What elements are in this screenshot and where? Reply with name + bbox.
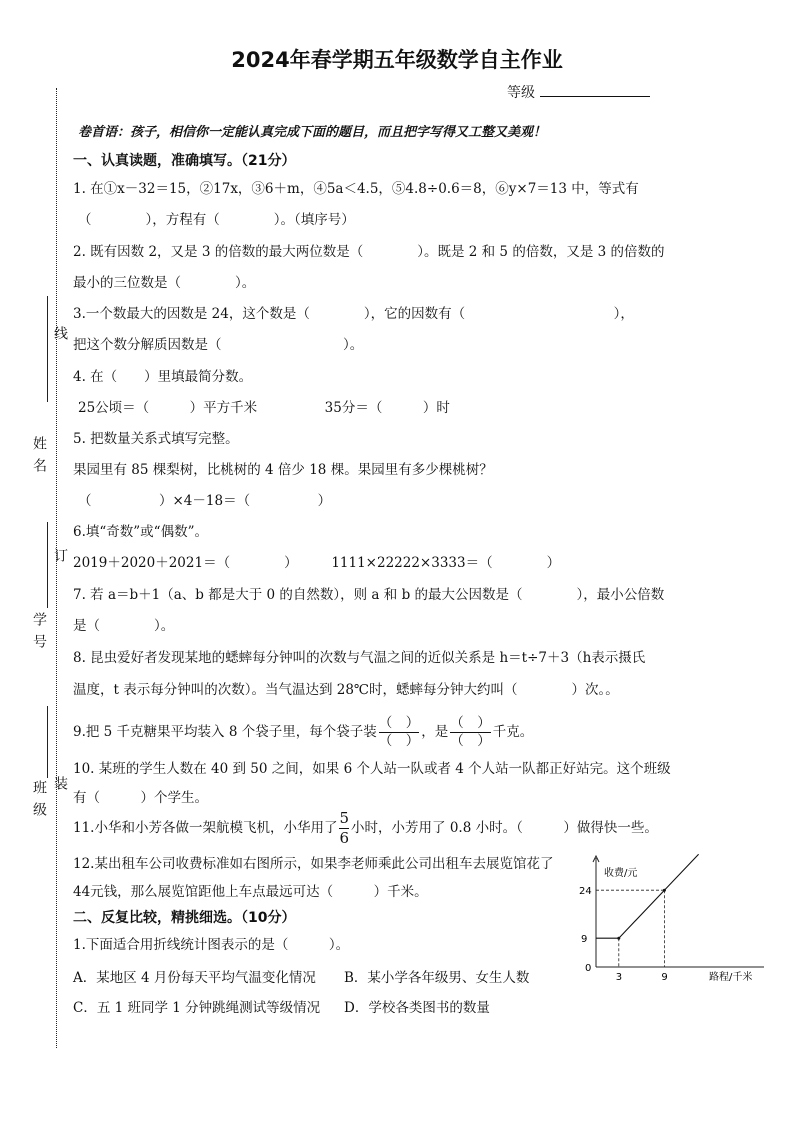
- q10-line-1: 10. 某班的学生人数在 40 到 50 之间，如果 6 个人站一队或者 4 个人站一队都正好站完。这个班级: [73, 761, 671, 777]
- q3-line-2: 把这个数分解质因数是（ ）。: [73, 337, 364, 353]
- side-label-zhuang: 装: [52, 776, 68, 790]
- class-blank-line[interactable]: [47, 706, 48, 778]
- q7-line-2: 是（ ）。: [73, 618, 175, 634]
- q12-line-2: 44元钱，那么展览馆距他上车点最远可达（ ）千米。: [73, 884, 428, 900]
- q9-text-pre: 9.把 5 千克糖果平均装入 8 个袋子里，每个袋子装: [73, 724, 377, 740]
- q8-line-2: 温度，t 表示每分钟叫的次数）。当气温达到 28℃时，蟋蟀每分钟大约叫（ ）次。。: [73, 682, 619, 698]
- q11-fraction: [339, 810, 349, 847]
- q1-line-1: 1. 在①x－32＝15，②17x，③6＋m，④5a＜4.5，⑤4.8÷0.6＝8，⑥y×7＝13 中，等式有: [73, 181, 639, 197]
- q9-fraction-blank-2[interactable]: [450, 716, 491, 749]
- q11-text-pre: 11.小华和小芳各做一架航模飞机，小华用了: [73, 820, 338, 836]
- q2-line-1: 2. 既有因数 2，又是 3 的倍数的最大两位数是（ ）。既是 2 和 5 的倍数，又是 3 的倍数的: [73, 244, 665, 260]
- q11-line: [73, 810, 658, 847]
- p1-question: 1.下面适合用折线统计图表示的是（ ）。: [73, 937, 350, 953]
- student-id-blank-line[interactable]: [47, 522, 48, 608]
- side-label-xian: 线: [52, 326, 68, 340]
- grade-label: 等级: [507, 85, 535, 101]
- side-label-ding: 订: [52, 548, 68, 562]
- y-tick-label: 24: [579, 886, 592, 898]
- grade-blank[interactable]: [540, 96, 650, 97]
- fare-line: [596, 854, 699, 938]
- x-tick-label: 9: [661, 972, 668, 983]
- data-point: [617, 937, 620, 940]
- section-2-heading: 二、反复比较，精挑细选。（10分）: [73, 910, 296, 926]
- q5-line-3: （ ）×4－18＝（ ）: [78, 493, 332, 509]
- q9-text-post: 千克。: [492, 724, 534, 740]
- q9-frac2-den: （ ）: [450, 733, 491, 749]
- x-axis-label: 路程/千米: [709, 972, 753, 983]
- taxi-fare-chart: [574, 850, 770, 985]
- binding-line: [56, 88, 57, 1048]
- p1-option-a: A．某地区 4 月份每天平均气温变化情况: [73, 970, 316, 986]
- q8-line-1: 8. 昆虫爱好者发现某地的蟋蟀每分钟叫的次数与气温之间的近似关系是 h＝t÷7＋3（h表示摄氏: [73, 650, 646, 666]
- side-label-student-id: 学号: [31, 612, 47, 656]
- x-tick-label: 3: [615, 972, 623, 983]
- name-blank-line[interactable]: [47, 296, 48, 402]
- side-label-name: 姓名: [31, 436, 47, 480]
- q11-frac-den: 6: [339, 829, 350, 847]
- q6-line-1: 6.填“奇数”或“偶数”。: [73, 524, 208, 540]
- q9-frac1-den: （ ）: [378, 733, 420, 749]
- q9-text-mid: ，是: [421, 724, 449, 740]
- p1-option-c: C．五 1 班同学 1 分钟跳绳测试等级情况: [73, 1000, 321, 1016]
- q9-frac2-num: （ ）: [450, 715, 491, 731]
- q11-frac-num: 5: [339, 809, 350, 827]
- q5-line-2: 果园里有 85 棵梨树，比桃树的 4 倍少 18 棵。果园里有多少棵桃树？: [73, 462, 493, 478]
- q6-line-2: 2019＋2020＋2021＝（ ） 1111×22222×3333＝（ ）: [73, 555, 561, 571]
- q9-frac1-num: （ ）: [378, 715, 420, 731]
- q1-line-2: （ ），方程有（ ）。（填序号）: [78, 212, 355, 228]
- q9-fraction-blank-1[interactable]: [379, 716, 420, 749]
- y-axis-label: 收费/元: [604, 868, 638, 879]
- page-title: 2024年春学期五年级数学自主作业: [231, 48, 563, 72]
- x-tick-label: 0: [585, 963, 592, 974]
- q7-line-1: 7. 若 a＝b＋1（a、b 都是大于 0 的自然数），则 a 和 b 的最大公因数是（ ），最小公倍数: [73, 587, 665, 603]
- q10-line-2: 有（ ）个学生。: [73, 790, 208, 806]
- p1-option-d: D．学校各类图书的数量: [344, 1000, 490, 1016]
- q2-line-2: 最小的三位数是（ ）。: [73, 275, 256, 291]
- q12-line-1: 12.某出租车公司收费标准如右图所示，如果李老师乘此公司出租车去展览馆花了: [73, 856, 554, 872]
- intro-text: 卷首语：孩子，相信你一定能认真完成下面的题目，而且把字写得又工整又美观！: [78, 125, 547, 140]
- section-1-heading: 一、认真读题，准确填写。（21分）: [73, 153, 296, 169]
- q9-line: [73, 716, 533, 749]
- p1-option-b: B．某小学各年级男、女生人数: [344, 970, 530, 986]
- y-tick-label: 9: [581, 934, 588, 946]
- side-label-class: 班级: [31, 780, 47, 824]
- q4-line-2: 25公顷＝（ ）平方千米 35分＝（ ）时: [78, 400, 450, 416]
- q5-line-1: 5. 把数量关系式填写完整。: [73, 431, 239, 447]
- q3-line-1: 3.一个数最大的因数是 24，这个数是（ ），它的因数有（ ），: [73, 306, 634, 322]
- q4-line-1: 4. 在（ ）里填最简分数。: [73, 369, 253, 385]
- q11-text-post: 小时，小芳用了 0.8 小时。（ ）做得快一些。: [351, 820, 658, 836]
- data-point: [663, 889, 666, 892]
